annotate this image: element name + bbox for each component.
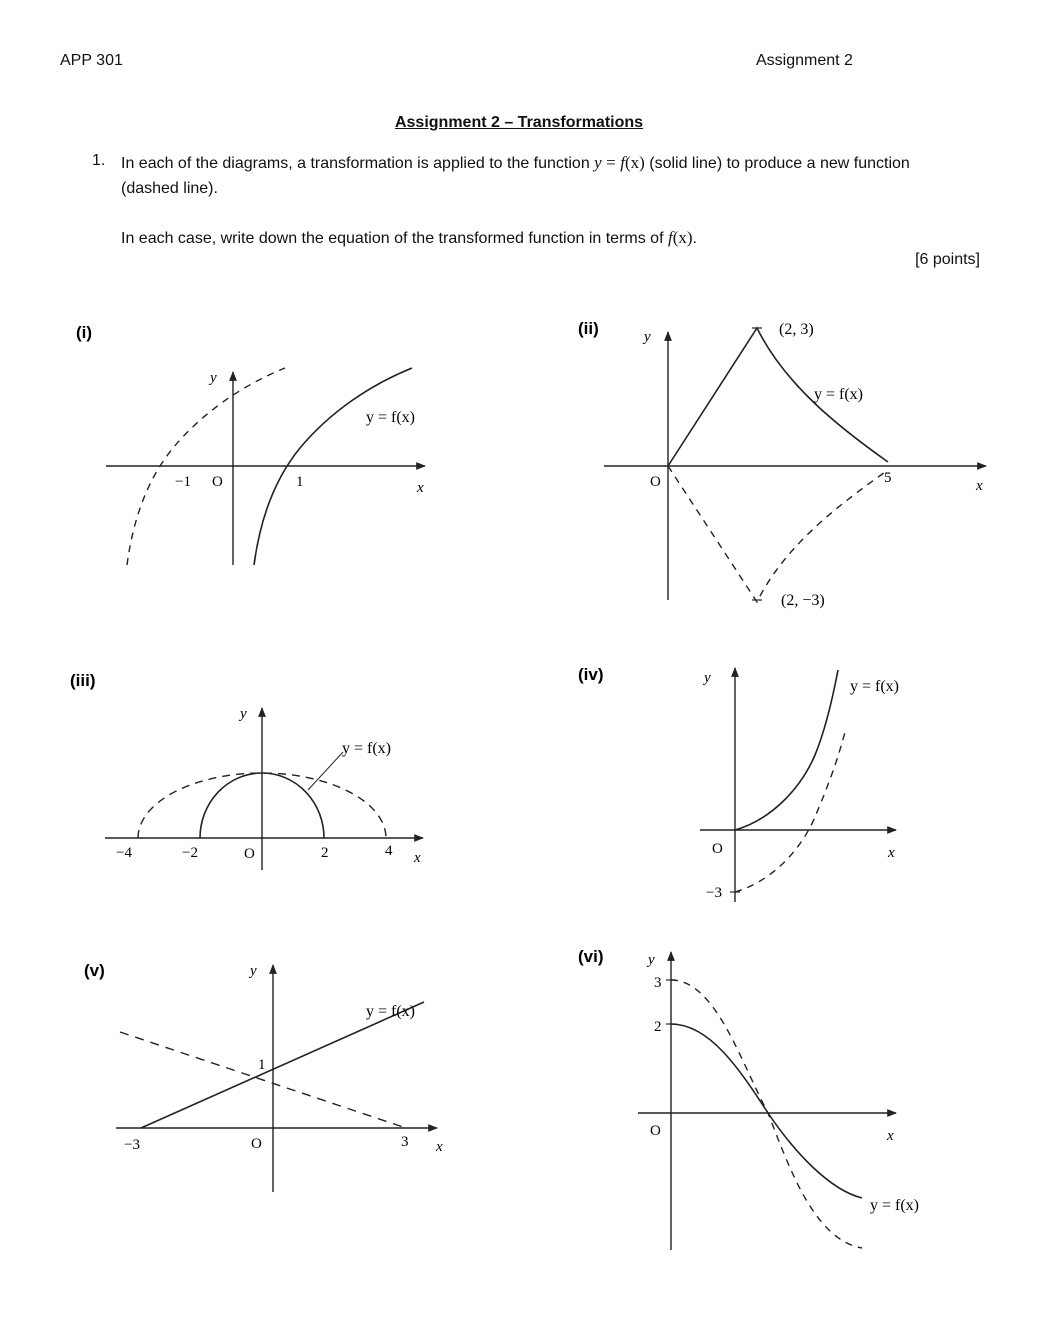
- diagram-iii-tick-4: 4: [385, 843, 393, 859]
- diagram-vi-y-tick-2: 2: [654, 1019, 662, 1035]
- math-equals: =: [606, 153, 616, 172]
- diagram-iii-y-label: y: [240, 706, 247, 722]
- diagram-iii-curve-label: y = f(x): [342, 740, 392, 757]
- diagram-iii-origin: O: [244, 846, 255, 862]
- diagram-v-dashed-line: [120, 1032, 406, 1128]
- diagram-v-tick-3: 3: [401, 1134, 409, 1150]
- diagram-vi-y-label: y: [648, 952, 655, 968]
- points-value: [6 points]: [915, 251, 980, 268]
- diagram-iv-solid-curve: [735, 670, 838, 830]
- diagram-iv-x-label: x: [888, 845, 895, 861]
- diagram-iv-tick-neg3: −3: [706, 885, 722, 901]
- diagram-v-origin: O: [251, 1136, 262, 1152]
- diagram-iv: [578, 665, 899, 902]
- instruction-body: In each case, write down the equation of the transformed function in terms of: [121, 230, 664, 247]
- diagram-ii-y-label: y: [644, 329, 651, 345]
- diagram-ii-label: (ii): [578, 319, 599, 338]
- diagram-ii-curve-label: y = f(x): [814, 386, 864, 403]
- diagram-ii-point-top: (2, 3): [779, 321, 814, 338]
- diagram-i-x-label: x: [417, 480, 424, 496]
- diagram-v-label: (v): [84, 961, 105, 980]
- diagram-v-y-label: y: [250, 963, 257, 979]
- math-y: y: [594, 153, 602, 172]
- assignment-label: Assignment 2: [756, 52, 853, 69]
- instruction-f: f: [667, 228, 673, 247]
- diagram-i-origin: O: [212, 474, 223, 490]
- diagram-iii-label: (iii): [70, 671, 96, 690]
- diagram-ii: [578, 319, 986, 609]
- diagram-iii: [70, 671, 423, 870]
- diagram-i: [76, 323, 425, 565]
- diagram-v-tick-neg3: −3: [124, 1137, 140, 1153]
- diagram-iv-dashed-curve: [735, 732, 845, 892]
- question-text-part1: In each of the diagrams, a transformation is applied to the function: [121, 155, 590, 172]
- diagram-v-y-tick-1: 1: [258, 1057, 266, 1073]
- page-title: Assignment 2 – Transformations: [394, 114, 644, 131]
- diagram-ii-x-label: x: [976, 478, 983, 494]
- math-arg: (x): [624, 153, 645, 172]
- diagram-iii-tick-neg4: −4: [116, 845, 132, 861]
- diagram-iii-tick-neg2: −2: [182, 845, 198, 861]
- diagram-ii-point-bottom: (2, −3): [781, 592, 825, 609]
- diagram-iii-tick-2: 2: [321, 845, 329, 861]
- diagram-vi-solid-curve: [671, 1024, 862, 1198]
- diagram-v-x-label: x: [436, 1139, 443, 1155]
- diagram-iv-y-label: y: [704, 670, 711, 686]
- instruction-end: .: [692, 230, 697, 247]
- math-f: f: [620, 153, 625, 172]
- diagram-iv-label: (iv): [578, 665, 604, 684]
- diagram-iii-pointer: [308, 752, 343, 790]
- diagram-i-tick-1: 1: [296, 474, 304, 490]
- diagram-ii-origin: O: [650, 474, 661, 490]
- diagram-vi-curve-label: y = f(x): [870, 1197, 920, 1214]
- diagram-v: [84, 961, 443, 1192]
- diagram-vi-x-label: x: [887, 1128, 894, 1144]
- diagram-i-label: (i): [76, 323, 93, 342]
- diagram-vi-label: (vi): [578, 947, 604, 966]
- diagram-iv-curve-label: y = f(x): [850, 678, 900, 695]
- diagram-vi-origin: O: [650, 1123, 661, 1139]
- course-code: APP 301: [60, 52, 123, 69]
- diagram-iv-origin: O: [712, 841, 723, 857]
- instruction-arg: (x): [672, 228, 693, 247]
- diagram-vi-y-tick-3: 3: [654, 975, 662, 991]
- diagram-v-curve-label: y = f(x): [366, 1003, 416, 1020]
- diagram-i-y-label: y: [210, 370, 217, 386]
- diagram-ii-tick-5: 5: [884, 470, 892, 486]
- question-number: 1.: [92, 152, 106, 169]
- diagram-iii-x-label: x: [414, 850, 421, 866]
- diagram-v-solid-line: [141, 1002, 424, 1128]
- diagram-i-curve-label: y = f(x): [366, 409, 416, 426]
- diagram-vi: [578, 947, 919, 1250]
- diagram-i-tick-neg1: −1: [175, 474, 191, 490]
- diagram-ii-dashed-curve: [668, 466, 888, 602]
- question-text-part2: (solid line) to produce a new function (dashed line).: [121, 155, 910, 197]
- diagram-vi-dashed-curve: [671, 980, 862, 1248]
